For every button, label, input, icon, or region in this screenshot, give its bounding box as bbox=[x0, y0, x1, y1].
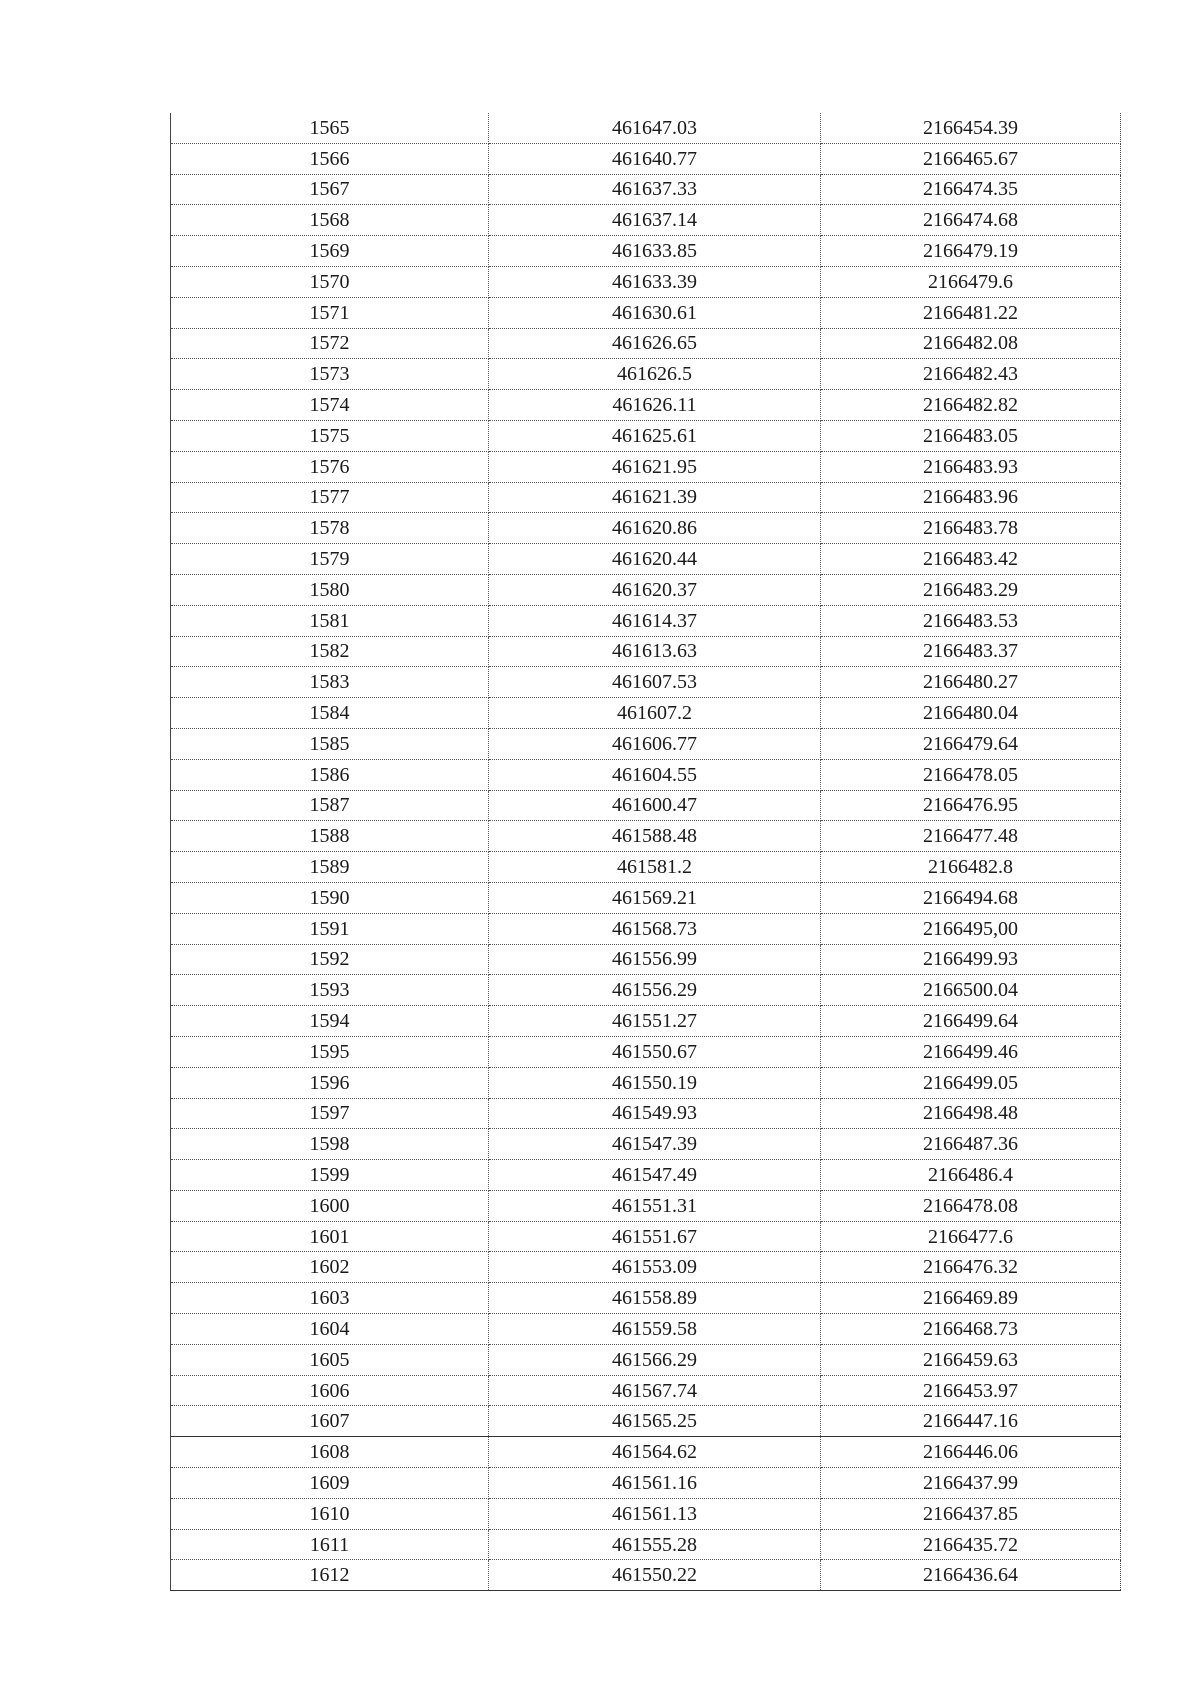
table-row bbox=[171, 266, 1121, 297]
table-row bbox=[171, 1375, 1121, 1406]
y-coordinate-cell: 2166477.48 bbox=[821, 821, 1121, 852]
table-row bbox=[171, 205, 1121, 236]
x-coordinate-cell: 461604.55 bbox=[489, 759, 821, 790]
point-number-cell: 1575 bbox=[171, 420, 489, 451]
y-coordinate-cell: 2166499.05 bbox=[821, 1067, 1121, 1098]
x-coordinate-cell: 461600.47 bbox=[489, 790, 821, 821]
y-coordinate-cell: 2166479.19 bbox=[821, 236, 1121, 267]
y-coordinate-cell: 2166494.68 bbox=[821, 882, 1121, 913]
y-coordinate-cell: 2166437.99 bbox=[821, 1468, 1121, 1499]
point-number-cell: 1581 bbox=[171, 605, 489, 636]
table-row bbox=[171, 297, 1121, 328]
y-coordinate-cell: 2166476.32 bbox=[821, 1252, 1121, 1283]
x-coordinate-cell: 461637.14 bbox=[489, 205, 821, 236]
point-number-cell: 1586 bbox=[171, 759, 489, 790]
y-coordinate-cell: 2166498.48 bbox=[821, 1098, 1121, 1129]
table-row bbox=[171, 1498, 1121, 1529]
table-row bbox=[171, 1006, 1121, 1037]
y-coordinate-cell: 2166479.6 bbox=[821, 266, 1121, 297]
y-coordinate-cell: 2166436.64 bbox=[821, 1560, 1121, 1591]
y-coordinate-cell: 2166483.42 bbox=[821, 544, 1121, 575]
x-coordinate-cell: 461637.33 bbox=[489, 174, 821, 205]
x-coordinate-cell: 461561.16 bbox=[489, 1468, 821, 1499]
x-coordinate-cell: 461547.39 bbox=[489, 1129, 821, 1160]
y-coordinate-cell: 2166499.93 bbox=[821, 944, 1121, 975]
x-coordinate-cell: 461553.09 bbox=[489, 1252, 821, 1283]
point-number-cell: 1585 bbox=[171, 728, 489, 759]
y-coordinate-cell: 2166483.96 bbox=[821, 482, 1121, 513]
table-row bbox=[171, 420, 1121, 451]
y-coordinate-cell: 2166499.64 bbox=[821, 1006, 1121, 1037]
table-row bbox=[171, 143, 1121, 174]
coordinates-table bbox=[170, 113, 1121, 1591]
point-number-cell: 1572 bbox=[171, 328, 489, 359]
x-coordinate-cell: 461568.73 bbox=[489, 913, 821, 944]
point-number-cell: 1573 bbox=[171, 359, 489, 390]
y-coordinate-cell: 2166478.08 bbox=[821, 1190, 1121, 1221]
y-coordinate-cell: 2166487.36 bbox=[821, 1129, 1121, 1160]
point-number-cell: 1568 bbox=[171, 205, 489, 236]
table-row bbox=[171, 759, 1121, 790]
table-row bbox=[171, 1283, 1121, 1314]
y-coordinate-cell: 2166468.73 bbox=[821, 1314, 1121, 1345]
point-number-cell: 1577 bbox=[171, 482, 489, 513]
x-coordinate-cell: 461620.86 bbox=[489, 513, 821, 544]
y-coordinate-cell: 2166479.64 bbox=[821, 728, 1121, 759]
y-coordinate-cell: 2166482.82 bbox=[821, 390, 1121, 421]
table-row bbox=[171, 1160, 1121, 1191]
x-coordinate-cell: 461614.37 bbox=[489, 605, 821, 636]
y-coordinate-cell: 2166447.16 bbox=[821, 1406, 1121, 1437]
x-coordinate-cell: 461564.62 bbox=[489, 1437, 821, 1468]
point-number-cell: 1603 bbox=[171, 1283, 489, 1314]
table-row bbox=[171, 821, 1121, 852]
table-row bbox=[171, 913, 1121, 944]
point-number-cell: 1565 bbox=[171, 113, 489, 143]
x-coordinate-cell: 461566.29 bbox=[489, 1344, 821, 1375]
x-coordinate-cell: 461559.58 bbox=[489, 1314, 821, 1345]
y-coordinate-cell: 2166480.04 bbox=[821, 698, 1121, 729]
table-row bbox=[171, 390, 1121, 421]
x-coordinate-cell: 461547.49 bbox=[489, 1160, 821, 1191]
y-coordinate-cell: 2166477.6 bbox=[821, 1221, 1121, 1252]
table-row bbox=[171, 1221, 1121, 1252]
point-number-cell: 1602 bbox=[171, 1252, 489, 1283]
point-number-cell: 1597 bbox=[171, 1098, 489, 1129]
point-number-cell: 1610 bbox=[171, 1498, 489, 1529]
point-number-cell: 1609 bbox=[171, 1468, 489, 1499]
y-coordinate-cell: 2166469.89 bbox=[821, 1283, 1121, 1314]
table-row bbox=[171, 328, 1121, 359]
table-row bbox=[171, 698, 1121, 729]
point-number-cell: 1579 bbox=[171, 544, 489, 575]
table-row bbox=[171, 482, 1121, 513]
table-row bbox=[171, 1406, 1121, 1437]
table-row bbox=[171, 728, 1121, 759]
x-coordinate-cell: 461620.44 bbox=[489, 544, 821, 575]
point-number-cell: 1583 bbox=[171, 667, 489, 698]
point-number-cell: 1582 bbox=[171, 636, 489, 667]
x-coordinate-cell: 461550.22 bbox=[489, 1560, 821, 1591]
point-number-cell: 1591 bbox=[171, 913, 489, 944]
table-row bbox=[171, 113, 1121, 143]
y-coordinate-cell: 2166483.93 bbox=[821, 451, 1121, 482]
point-number-cell: 1596 bbox=[171, 1067, 489, 1098]
x-coordinate-cell: 461588.48 bbox=[489, 821, 821, 852]
y-coordinate-cell: 2166483.05 bbox=[821, 420, 1121, 451]
x-coordinate-cell: 461556.29 bbox=[489, 975, 821, 1006]
x-coordinate-cell: 461561.13 bbox=[489, 1498, 821, 1529]
y-coordinate-cell: 2166495,00 bbox=[821, 913, 1121, 944]
point-number-cell: 1571 bbox=[171, 297, 489, 328]
x-coordinate-cell: 461633.85 bbox=[489, 236, 821, 267]
table-row bbox=[171, 174, 1121, 205]
y-coordinate-cell: 2166435.72 bbox=[821, 1529, 1121, 1560]
point-number-cell: 1594 bbox=[171, 1006, 489, 1037]
y-coordinate-cell: 2166465.67 bbox=[821, 143, 1121, 174]
point-number-cell: 1612 bbox=[171, 1560, 489, 1591]
x-coordinate-cell: 461626.65 bbox=[489, 328, 821, 359]
y-coordinate-cell: 2166483.78 bbox=[821, 513, 1121, 544]
y-coordinate-cell: 2166437.85 bbox=[821, 1498, 1121, 1529]
point-number-cell: 1570 bbox=[171, 266, 489, 297]
table-row bbox=[171, 944, 1121, 975]
y-coordinate-cell: 2166474.68 bbox=[821, 205, 1121, 236]
coordinates-table-body bbox=[171, 113, 1121, 1591]
y-coordinate-cell: 2166482.8 bbox=[821, 852, 1121, 883]
y-coordinate-cell: 2166499.46 bbox=[821, 1036, 1121, 1067]
y-coordinate-cell: 2166480.27 bbox=[821, 667, 1121, 698]
table-row bbox=[171, 513, 1121, 544]
x-coordinate-cell: 461633.39 bbox=[489, 266, 821, 297]
table-row bbox=[171, 544, 1121, 575]
point-number-cell: 1566 bbox=[171, 143, 489, 174]
point-number-cell: 1592 bbox=[171, 944, 489, 975]
point-number-cell: 1590 bbox=[171, 882, 489, 913]
point-number-cell: 1601 bbox=[171, 1221, 489, 1252]
x-coordinate-cell: 461613.63 bbox=[489, 636, 821, 667]
point-number-cell: 1599 bbox=[171, 1160, 489, 1191]
y-coordinate-cell: 2166486.4 bbox=[821, 1160, 1121, 1191]
x-coordinate-cell: 461558.89 bbox=[489, 1283, 821, 1314]
x-coordinate-cell: 461621.39 bbox=[489, 482, 821, 513]
point-number-cell: 1593 bbox=[171, 975, 489, 1006]
point-number-cell: 1578 bbox=[171, 513, 489, 544]
table-row bbox=[171, 1129, 1121, 1160]
y-coordinate-cell: 2166446.06 bbox=[821, 1437, 1121, 1468]
table-row bbox=[171, 1190, 1121, 1221]
point-number-cell: 1574 bbox=[171, 390, 489, 421]
point-number-cell: 1600 bbox=[171, 1190, 489, 1221]
table-row bbox=[171, 852, 1121, 883]
table-row bbox=[171, 1560, 1121, 1591]
y-coordinate-cell: 2166478.05 bbox=[821, 759, 1121, 790]
x-coordinate-cell: 461551.27 bbox=[489, 1006, 821, 1037]
point-number-cell: 1580 bbox=[171, 574, 489, 605]
y-coordinate-cell: 2166481.22 bbox=[821, 297, 1121, 328]
x-coordinate-cell: 461567.74 bbox=[489, 1375, 821, 1406]
x-coordinate-cell: 461551.67 bbox=[489, 1221, 821, 1252]
y-coordinate-cell: 2166483.29 bbox=[821, 574, 1121, 605]
x-coordinate-cell: 461550.67 bbox=[489, 1036, 821, 1067]
table-row bbox=[171, 1344, 1121, 1375]
point-number-cell: 1605 bbox=[171, 1344, 489, 1375]
table-row bbox=[171, 574, 1121, 605]
table-row bbox=[171, 975, 1121, 1006]
y-coordinate-cell: 2166476.95 bbox=[821, 790, 1121, 821]
x-coordinate-cell: 461620.37 bbox=[489, 574, 821, 605]
point-number-cell: 1589 bbox=[171, 852, 489, 883]
table-row bbox=[171, 667, 1121, 698]
x-coordinate-cell: 461551.31 bbox=[489, 1190, 821, 1221]
table-row bbox=[171, 636, 1121, 667]
x-coordinate-cell: 461621.95 bbox=[489, 451, 821, 482]
y-coordinate-cell: 2166500.04 bbox=[821, 975, 1121, 1006]
point-number-cell: 1595 bbox=[171, 1036, 489, 1067]
table-row bbox=[171, 1098, 1121, 1129]
point-number-cell: 1576 bbox=[171, 451, 489, 482]
x-coordinate-cell: 461607.2 bbox=[489, 698, 821, 729]
table-row bbox=[171, 790, 1121, 821]
x-coordinate-cell: 461630.61 bbox=[489, 297, 821, 328]
point-number-cell: 1606 bbox=[171, 1375, 489, 1406]
point-number-cell: 1607 bbox=[171, 1406, 489, 1437]
x-coordinate-cell: 461556.99 bbox=[489, 944, 821, 975]
table-row bbox=[171, 451, 1121, 482]
point-number-cell: 1608 bbox=[171, 1437, 489, 1468]
point-number-cell: 1567 bbox=[171, 174, 489, 205]
y-coordinate-cell: 2166459.63 bbox=[821, 1344, 1121, 1375]
table-row bbox=[171, 882, 1121, 913]
table-row bbox=[171, 1252, 1121, 1283]
point-number-cell: 1587 bbox=[171, 790, 489, 821]
point-number-cell: 1569 bbox=[171, 236, 489, 267]
table-row bbox=[171, 236, 1121, 267]
table-row bbox=[171, 359, 1121, 390]
x-coordinate-cell: 461569.21 bbox=[489, 882, 821, 913]
table-row bbox=[171, 1468, 1121, 1499]
y-coordinate-cell: 2166482.08 bbox=[821, 328, 1121, 359]
y-coordinate-cell: 2166483.53 bbox=[821, 605, 1121, 636]
x-coordinate-cell: 461606.77 bbox=[489, 728, 821, 759]
x-coordinate-cell: 461647.03 bbox=[489, 113, 821, 143]
x-coordinate-cell: 461640.77 bbox=[489, 143, 821, 174]
x-coordinate-cell: 461565.25 bbox=[489, 1406, 821, 1437]
table-row bbox=[171, 1067, 1121, 1098]
table-row bbox=[171, 1036, 1121, 1067]
y-coordinate-cell: 2166483.37 bbox=[821, 636, 1121, 667]
table-row bbox=[171, 605, 1121, 636]
x-coordinate-cell: 461607.53 bbox=[489, 667, 821, 698]
y-coordinate-cell: 2166474.35 bbox=[821, 174, 1121, 205]
table-row bbox=[171, 1437, 1121, 1468]
point-number-cell: 1611 bbox=[171, 1529, 489, 1560]
y-coordinate-cell: 2166454.39 bbox=[821, 113, 1121, 143]
x-coordinate-cell: 461626.5 bbox=[489, 359, 821, 390]
point-number-cell: 1604 bbox=[171, 1314, 489, 1345]
x-coordinate-cell: 461626.11 bbox=[489, 390, 821, 421]
point-number-cell: 1598 bbox=[171, 1129, 489, 1160]
x-coordinate-cell: 461550.19 bbox=[489, 1067, 821, 1098]
point-number-cell: 1584 bbox=[171, 698, 489, 729]
table-row bbox=[171, 1314, 1121, 1345]
y-coordinate-cell: 2166482.43 bbox=[821, 359, 1121, 390]
table-row bbox=[171, 1529, 1121, 1560]
x-coordinate-cell: 461555.28 bbox=[489, 1529, 821, 1560]
x-coordinate-cell: 461625.61 bbox=[489, 420, 821, 451]
x-coordinate-cell: 461581.2 bbox=[489, 852, 821, 883]
point-number-cell: 1588 bbox=[171, 821, 489, 852]
x-coordinate-cell: 461549.93 bbox=[489, 1098, 821, 1129]
y-coordinate-cell: 2166453.97 bbox=[821, 1375, 1121, 1406]
